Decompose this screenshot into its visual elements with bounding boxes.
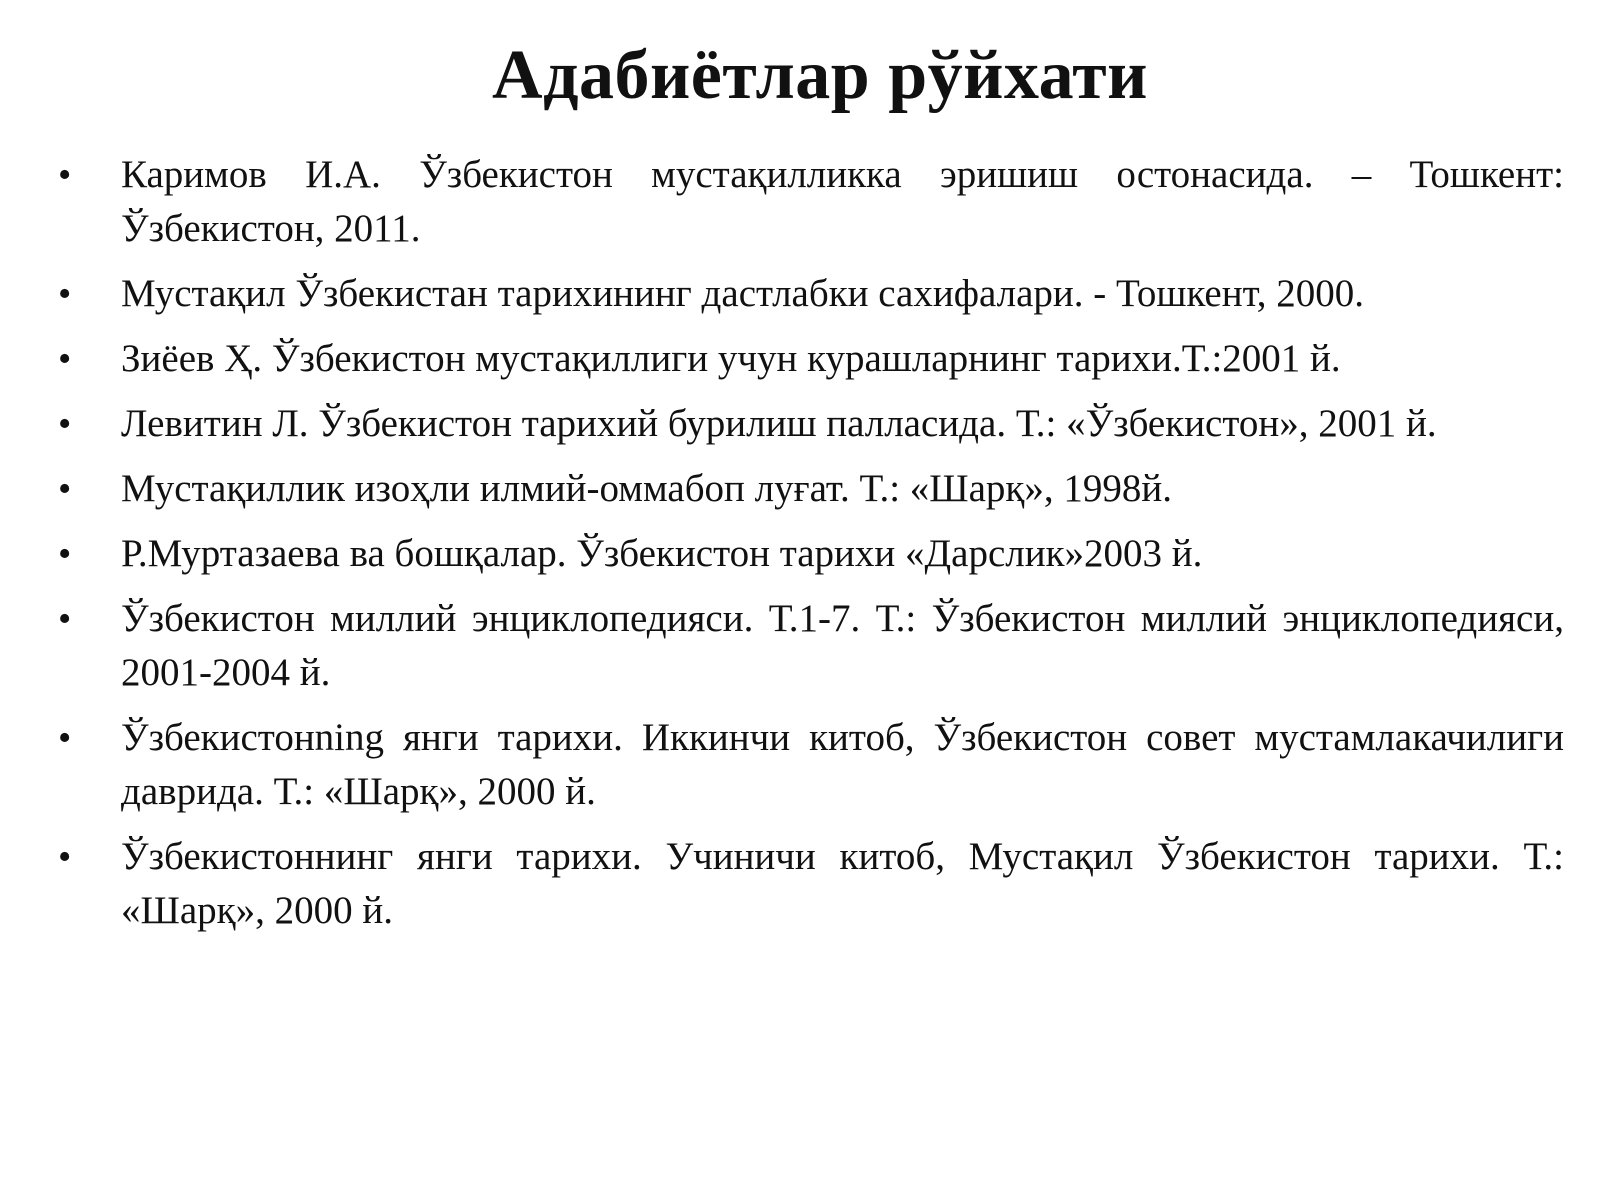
- reference-text: Ўзбекистонning янги тарихи. Иккинчи китоб, Ўзбекистон совет мустамлакачилиги даврида. Т.: «Шарқ», 2000 й.: [121, 716, 1564, 813]
- reference-item: [0, 830, 1600, 938]
- reference-text: Р.Муртазаева ва бошқалар. Ўзбекистон тарихи «Дарслик»2003 й.: [121, 532, 1203, 575]
- bullet-icon: •: [58, 273, 72, 315]
- reference-text: Каримов И.А. Ўзбекистон мустақилликка эришиш остонасида. – Тошкент: Ўзбекистон, 2011.: [121, 153, 1564, 250]
- bullet-icon: •: [58, 533, 72, 575]
- reference-text: Ўзбекистон миллий энциклопедияси. Т.1-7. Т.: Ўзбекистон миллий энциклопедияси, 2001-2004 й.: [121, 597, 1564, 694]
- reference-text: Мустақил Ўзбекистан тарихининг дастлабки сахифалари. - Тошкент, 2000.: [121, 272, 1364, 315]
- bullet-icon: •: [58, 338, 72, 380]
- reference-text: Левитин Л. Ўзбекистон тарихий бурилиш палласида. Т.: «Ўзбекистон», 2001 й.: [121, 402, 1437, 445]
- reference-text: Зиёев Ҳ. Ўзбекистон мустақиллиги учун курашларнинг тарихи.Т.:2001 й.: [121, 337, 1341, 380]
- bullet-icon: •: [58, 598, 72, 640]
- reference-item: [0, 711, 1600, 819]
- reference-item: [0, 592, 1600, 700]
- reference-item: [0, 267, 1600, 321]
- bullet-icon: •: [58, 836, 72, 878]
- bullet-icon: •: [58, 717, 72, 759]
- reference-item: [0, 332, 1600, 386]
- bullet-icon: •: [58, 154, 72, 196]
- bullet-icon: •: [58, 403, 72, 445]
- references-list: [0, 148, 1600, 949]
- reference-text: Ўзбекистоннинг янги тарихи. Учиничи китоб, Мустақил Ўзбекистон тарихи. Т.: «Шарқ», 2000 й.: [121, 835, 1564, 932]
- slide-title: Адабиётлар рўйхати: [492, 37, 1148, 114]
- reference-text: Мустақиллик изоҳли илмий-оммабоп луғат. Т.: «Шарқ», 1998й.: [121, 467, 1173, 510]
- reference-item: [0, 397, 1600, 451]
- reference-item: [0, 527, 1600, 581]
- bullet-icon: •: [58, 468, 72, 510]
- reference-item: [0, 462, 1600, 516]
- reference-item: [0, 148, 1600, 256]
